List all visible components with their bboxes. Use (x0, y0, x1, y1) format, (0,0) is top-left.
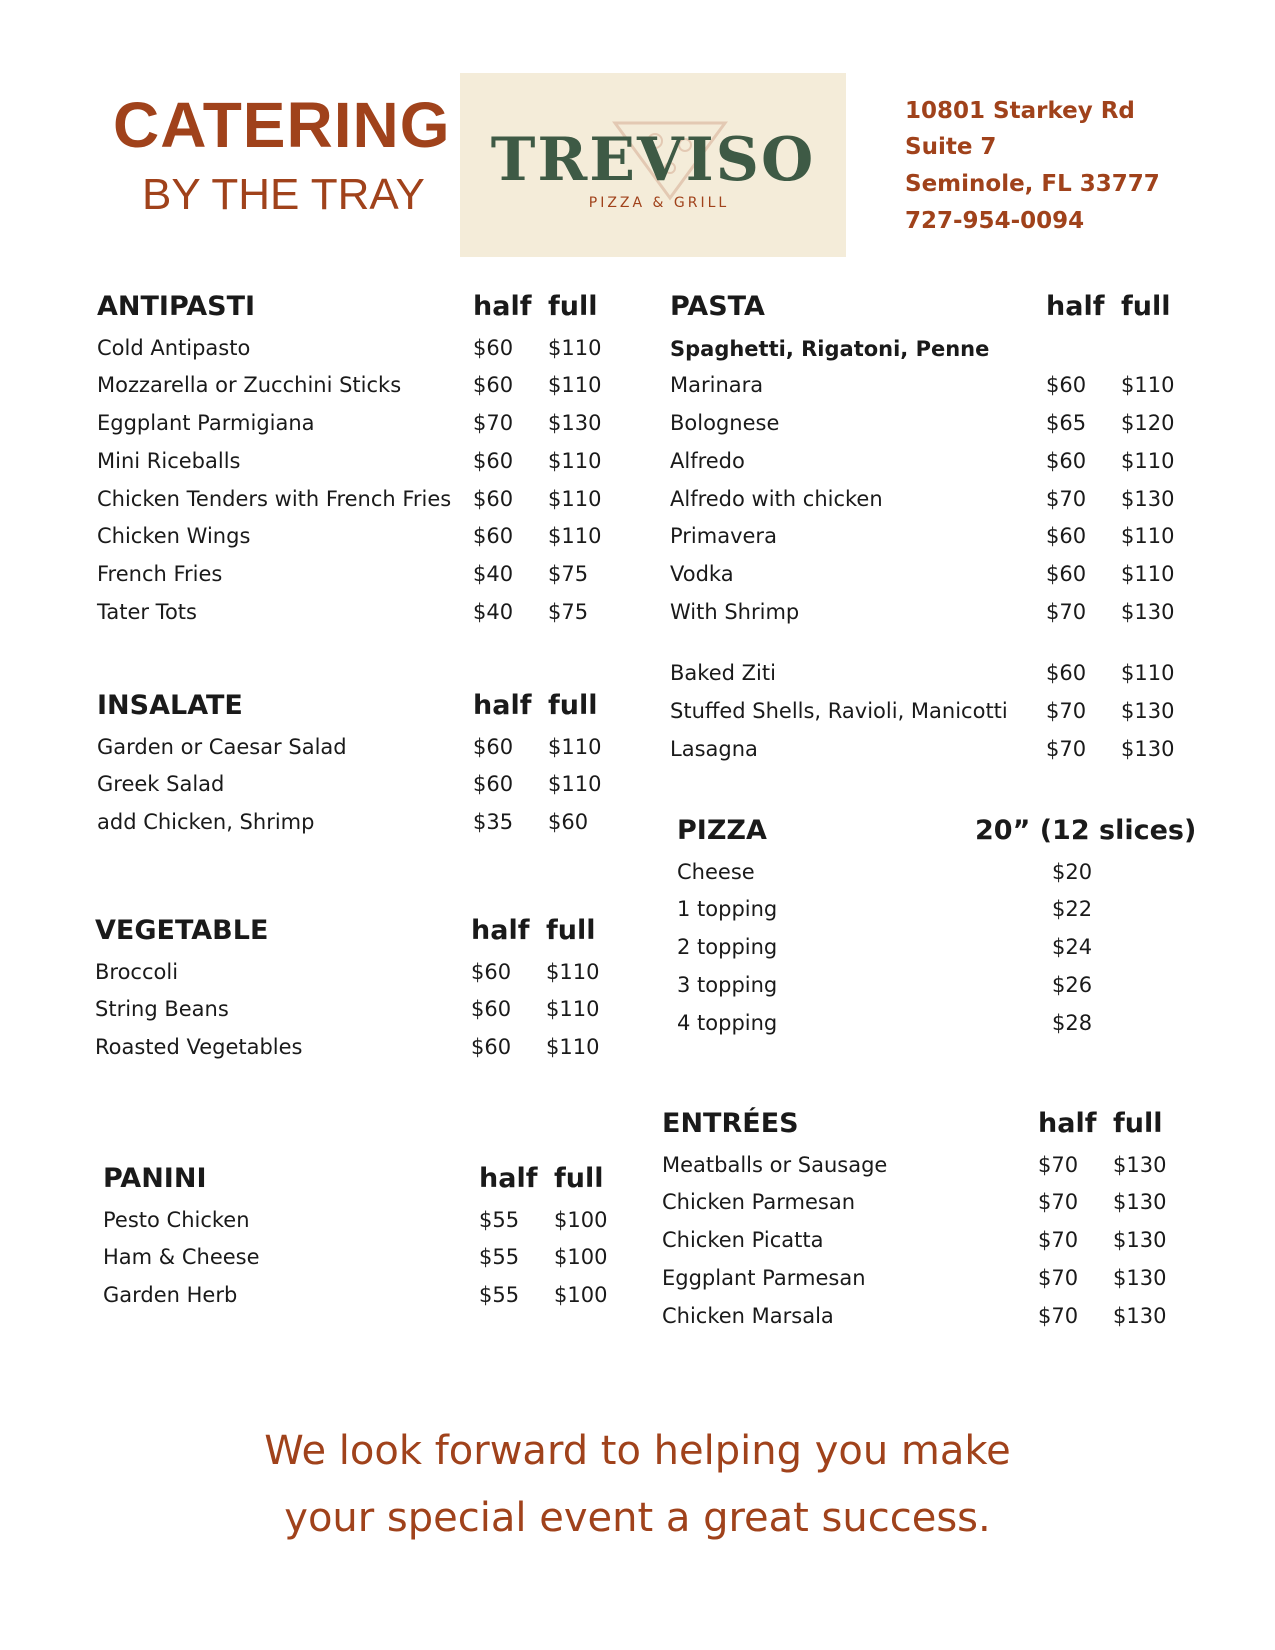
price: $22 (1052, 897, 1093, 921)
price-full: $120 (1121, 411, 1175, 435)
item-name: Chicken Marsala (662, 1304, 834, 1328)
price-half: $60 (473, 735, 514, 759)
item-name: Tater Tots (97, 600, 197, 624)
price-full: $110 (1121, 524, 1175, 548)
menu-row (670, 487, 1190, 523)
item-name: Ham & Cheese (103, 1245, 260, 1269)
col-full-header: full (546, 915, 596, 946)
menu-row (103, 1245, 623, 1281)
menu-row (677, 860, 1197, 896)
section-title: VEGETABLE (95, 915, 269, 946)
item-name: Mini Riceballs (97, 449, 241, 473)
item-name: Lasagna (670, 737, 758, 761)
item-name: 4 topping (677, 1011, 778, 1035)
price-full: $130 (548, 411, 602, 435)
item-name: Meatballs or Sausage (662, 1153, 888, 1177)
price-half: $40 (473, 562, 514, 586)
price-half: $55 (479, 1245, 520, 1269)
item-name: Mozzarella or Zucchini Sticks (97, 373, 402, 397)
col-half-header: half (473, 690, 532, 721)
section-title: ENTRÉES (662, 1108, 799, 1139)
item-name: Alfredo (670, 449, 745, 473)
menu-row (670, 600, 1190, 636)
pizza-size-header: 20” (12 slices) (975, 815, 1197, 846)
price-full: $110 (548, 373, 602, 397)
price-half: $70 (1038, 1266, 1079, 1290)
item-name: Vodka (670, 562, 734, 586)
price-full: $130 (1121, 600, 1175, 624)
menu-row (97, 562, 617, 598)
item-name: Roasted Vegetables (95, 1035, 303, 1059)
price-full: $100 (554, 1245, 608, 1269)
item-name: Chicken Tenders with French Fries (97, 487, 452, 511)
col-full-header: full (554, 1163, 604, 1194)
logo-wordmark: TREVISO (490, 125, 816, 195)
item-name: Cheese (677, 860, 755, 884)
price-half: $60 (1046, 661, 1087, 685)
footer-line-1: We look forward to helping you make (264, 1428, 1011, 1474)
price-half: $60 (471, 997, 512, 1021)
menu-row (97, 411, 617, 447)
menu-row (95, 960, 615, 996)
address-line-3: Seminole, FL 33777 (905, 171, 1160, 197)
price-full: $100 (554, 1208, 608, 1232)
price-full: $130 (1121, 487, 1175, 511)
menu-row (97, 772, 617, 808)
price-half: $60 (473, 524, 514, 548)
logo-tagline: PIZZA & GRILL (588, 195, 730, 211)
section-panini (103, 1163, 623, 1323)
section-pizza (677, 815, 1197, 1045)
price-half: $60 (473, 772, 514, 796)
menu-row (662, 1228, 1182, 1264)
item-name: Primavera (670, 524, 777, 548)
price-full: $110 (548, 772, 602, 796)
menu-row (670, 524, 1190, 560)
menu-row (97, 449, 617, 485)
price-full: $100 (554, 1283, 608, 1307)
item-name: Chicken Wings (97, 524, 251, 548)
price-full: $110 (546, 960, 600, 984)
item-name: 3 topping (677, 973, 778, 997)
col-half-header: half (479, 1163, 538, 1194)
menu-row (97, 735, 617, 771)
item-name: Stuffed Shells, Ravioli, Manicotti (670, 699, 1008, 723)
address-line-1: 10801 Starkey Rd (905, 98, 1135, 124)
price-half: $60 (473, 487, 514, 511)
price-full: $110 (546, 997, 600, 1021)
price-half: $60 (1046, 524, 1087, 548)
menu-row (103, 1208, 623, 1244)
item-name: Garden or Caesar Salad (97, 735, 347, 759)
price: $24 (1052, 935, 1093, 959)
col-half-header: half (473, 291, 532, 322)
price-half: $60 (1046, 562, 1087, 586)
price-half: $70 (473, 411, 514, 435)
menu-row (662, 1304, 1182, 1340)
price-half: $70 (1046, 737, 1087, 761)
price-half: $70 (1046, 699, 1087, 723)
price-half: $60 (473, 449, 514, 473)
item-name: Chicken Picatta (662, 1228, 824, 1252)
section-title: PIZZA (677, 815, 767, 846)
menu-row (97, 487, 617, 523)
price-full: $110 (1121, 562, 1175, 586)
menu-row (662, 1153, 1182, 1189)
menu-row (97, 600, 617, 636)
menu-row (97, 373, 617, 409)
menu-row (662, 1266, 1182, 1302)
menu-row (95, 1035, 615, 1071)
price-full: $130 (1113, 1153, 1167, 1177)
price-half: $70 (1038, 1228, 1079, 1252)
price: $20 (1052, 860, 1093, 884)
item-name: Alfredo with chicken (670, 487, 883, 511)
col-full-header: full (1121, 291, 1171, 322)
phone-number: 727-954-0094 (905, 208, 1085, 234)
menu-row (677, 935, 1197, 971)
price-full: $110 (548, 735, 602, 759)
section-vegetable (95, 915, 615, 1075)
price-full: $110 (548, 336, 602, 360)
item-name: Cold Antipasto (97, 336, 251, 360)
page-subtitle: BY THE TRAY (142, 170, 425, 219)
item-name: Chicken Parmesan (662, 1190, 856, 1214)
price-half: $35 (473, 810, 514, 834)
footer-line-2: your special event a great success. (284, 1495, 991, 1541)
col-full-header: full (548, 690, 598, 721)
price-full: $130 (1113, 1190, 1167, 1214)
price: $28 (1052, 1011, 1093, 1035)
price-full: $130 (1113, 1304, 1167, 1328)
price-full: $110 (1121, 373, 1175, 397)
section-antipasti (97, 291, 617, 631)
menu-row (670, 449, 1190, 485)
section-title: ANTIPASTI (97, 291, 256, 322)
item-name: add Chicken, Shrimp (97, 810, 315, 834)
menu-row (662, 1190, 1182, 1226)
price-half: $55 (479, 1208, 520, 1232)
item-name: French Fries (97, 562, 223, 586)
item-name: Broccoli (95, 960, 179, 984)
section-title: INSALATE (97, 690, 243, 721)
col-full-header: full (548, 291, 598, 322)
price: $26 (1052, 973, 1093, 997)
item-name: Eggplant Parmesan (662, 1266, 866, 1290)
price-half: $70 (1046, 487, 1087, 511)
price-half: $70 (1046, 600, 1087, 624)
price-half: $60 (1046, 449, 1087, 473)
section-entrees (662, 1108, 1182, 1338)
price-half: $40 (473, 600, 514, 624)
item-name: Greek Salad (97, 772, 225, 796)
price-full: $110 (1121, 449, 1175, 473)
price-half: $70 (1038, 1304, 1079, 1328)
menu-row (97, 810, 617, 846)
menu-row (670, 661, 1190, 697)
price-full: $75 (548, 600, 589, 624)
price-full: $110 (548, 487, 602, 511)
price-full: $75 (548, 562, 589, 586)
menu-row (103, 1283, 623, 1319)
price-half: $55 (479, 1283, 520, 1307)
price-half: $60 (471, 960, 512, 984)
price-half: $70 (1038, 1190, 1079, 1214)
item-name: With Shrimp (670, 600, 800, 624)
item-name: Marinara (670, 373, 764, 397)
menu-row (677, 897, 1197, 933)
price-full: $110 (548, 524, 602, 548)
price-full: $110 (548, 449, 602, 473)
price-half: $60 (473, 373, 514, 397)
item-name: String Beans (95, 997, 229, 1021)
price-half: $60 (471, 1035, 512, 1059)
item-name: 1 topping (677, 897, 778, 921)
price-half: $60 (1046, 373, 1087, 397)
price-full: $110 (1121, 661, 1175, 685)
menu-row (670, 411, 1190, 447)
pasta-types-subheading: Spaghetti, Rigatoni, Penne (670, 337, 990, 361)
price-full: $130 (1121, 737, 1175, 761)
menu-row (97, 336, 617, 372)
address-line-2: Suite 7 (905, 134, 997, 160)
price-half: $70 (1038, 1153, 1079, 1177)
price-full: $130 (1121, 699, 1175, 723)
col-full-header: full (1113, 1108, 1163, 1139)
logo (460, 73, 846, 257)
menu-row (670, 699, 1190, 735)
col-half-header: half (1038, 1108, 1097, 1139)
price-full: $60 (548, 810, 589, 834)
item-name: Baked Ziti (670, 661, 776, 685)
item-name: 2 topping (677, 935, 778, 959)
col-half-header: half (471, 915, 530, 946)
page-title: CATERING (113, 89, 451, 161)
menu-row (670, 373, 1190, 409)
menu-row (670, 737, 1190, 773)
item-name: Bolognese (670, 411, 780, 435)
section-title: PASTA (670, 291, 765, 322)
price-full: $130 (1113, 1266, 1167, 1290)
price-half: $65 (1046, 411, 1087, 435)
item-name: Pesto Chicken (103, 1208, 250, 1232)
item-name: Garden Herb (103, 1283, 238, 1307)
menu-row (670, 562, 1190, 598)
col-half-header: half (1046, 291, 1105, 322)
section-pasta (670, 291, 1190, 771)
menu-row (677, 973, 1197, 1009)
price-half: $60 (473, 336, 514, 360)
price-full: $110 (546, 1035, 600, 1059)
menu-row (97, 524, 617, 560)
section-insalate (97, 690, 617, 850)
menu-row (677, 1011, 1197, 1047)
section-title: PANINI (103, 1163, 207, 1194)
menu-row (95, 997, 615, 1033)
item-name: Eggplant Parmigiana (97, 411, 315, 435)
price-full: $130 (1113, 1228, 1167, 1252)
